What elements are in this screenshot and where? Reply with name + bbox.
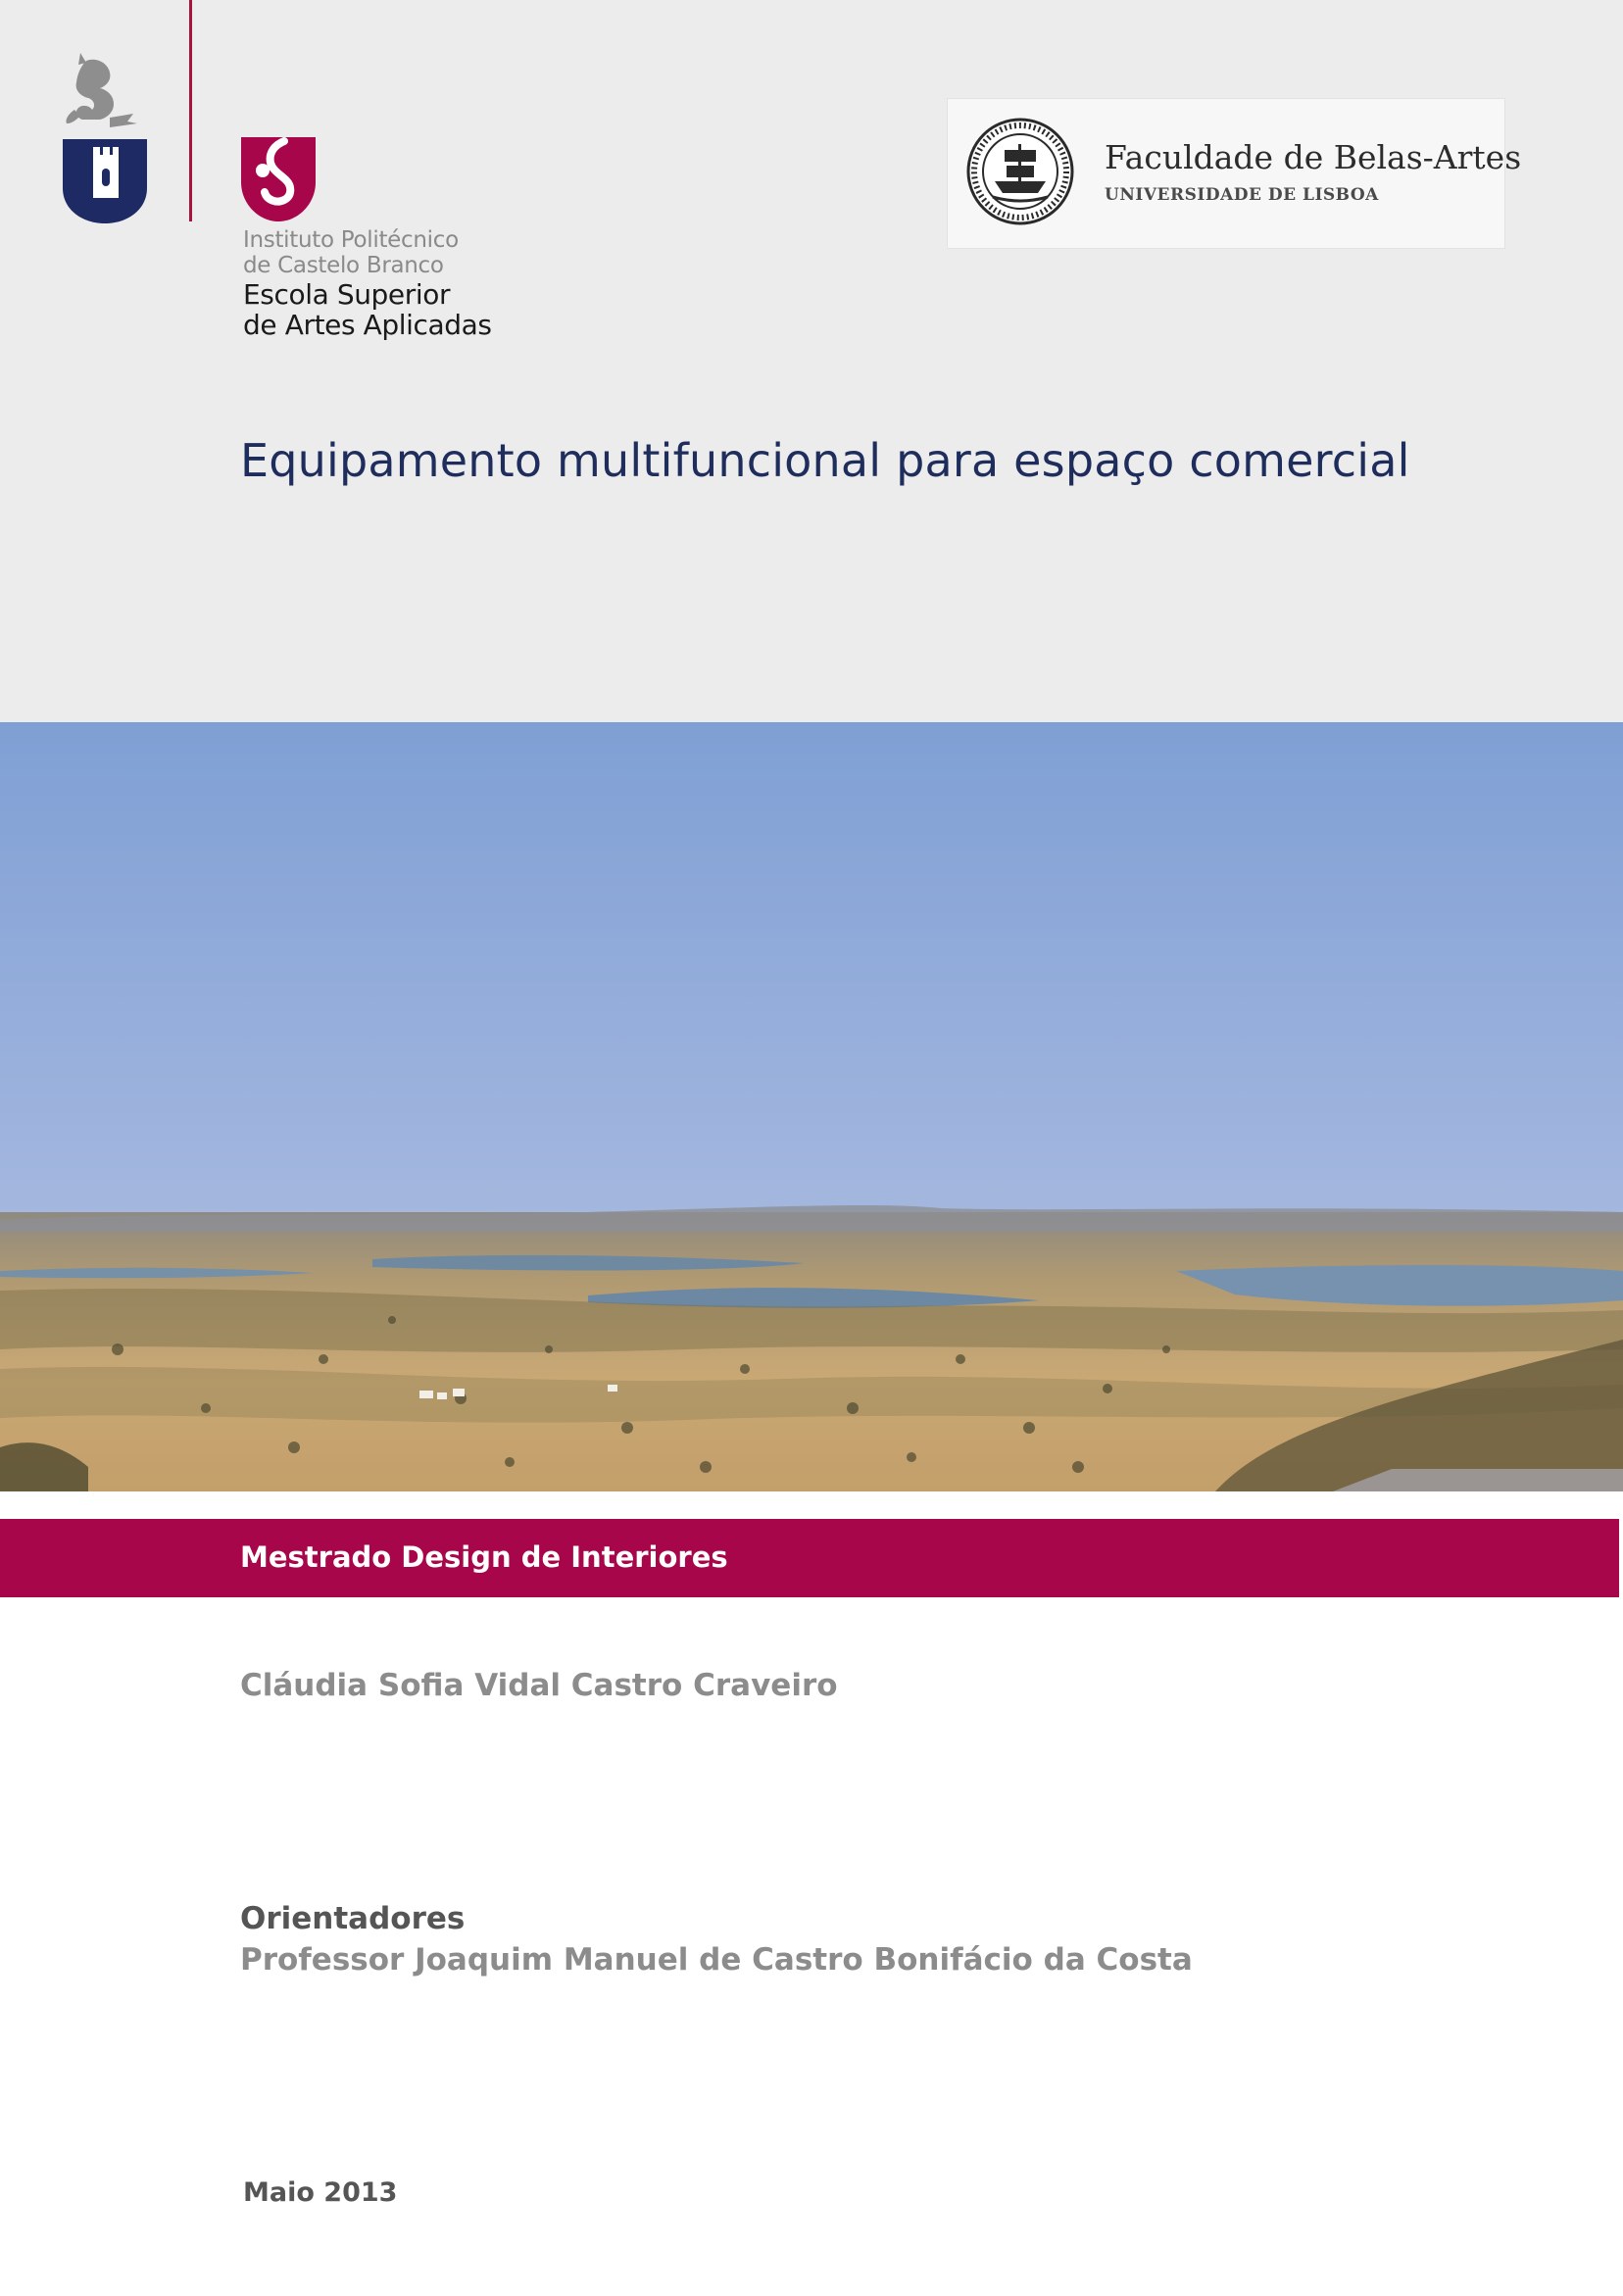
advisor-name: Professor Joaquim Manuel de Castro Bonifácio da Costa — [240, 1942, 1193, 1978]
advisors-heading: Orientadores — [240, 1901, 466, 1936]
fba-university: UNIVERSIDADE DE LISBOA — [1105, 185, 1379, 205]
program-label: Mestrado Design de Interiores — [240, 1540, 728, 1574]
ipcb-line-3: Escola Superior — [243, 277, 451, 311]
ipcb-line-4: de Artes Aplicadas — [243, 308, 492, 341]
fba-logo — [947, 98, 1522, 249]
program-band — [0, 1519, 1619, 1597]
ubi-crest-icon — [61, 49, 149, 225]
cover-photo — [0, 722, 1623, 1491]
publication-date: Maio 2013 — [243, 2177, 398, 2208]
fba-name: Faculdade de Belas-Artes — [1105, 138, 1522, 176]
header-band — [0, 0, 1623, 722]
ipcb-line-1: Instituto Politécnico — [243, 227, 459, 253]
ipcb-line-2: de Castelo Branco — [243, 252, 444, 278]
header-divider — [189, 0, 192, 221]
author-name: Cláudia Sofia Vidal Castro Craveiro — [240, 1668, 838, 1703]
fba-seal-icon — [965, 117, 1075, 226]
ipcb-name — [243, 228, 492, 340]
ipcb-logo-icon — [241, 137, 316, 221]
document-title: Equipamento multifuncional para espaço comercial — [240, 434, 1410, 487]
